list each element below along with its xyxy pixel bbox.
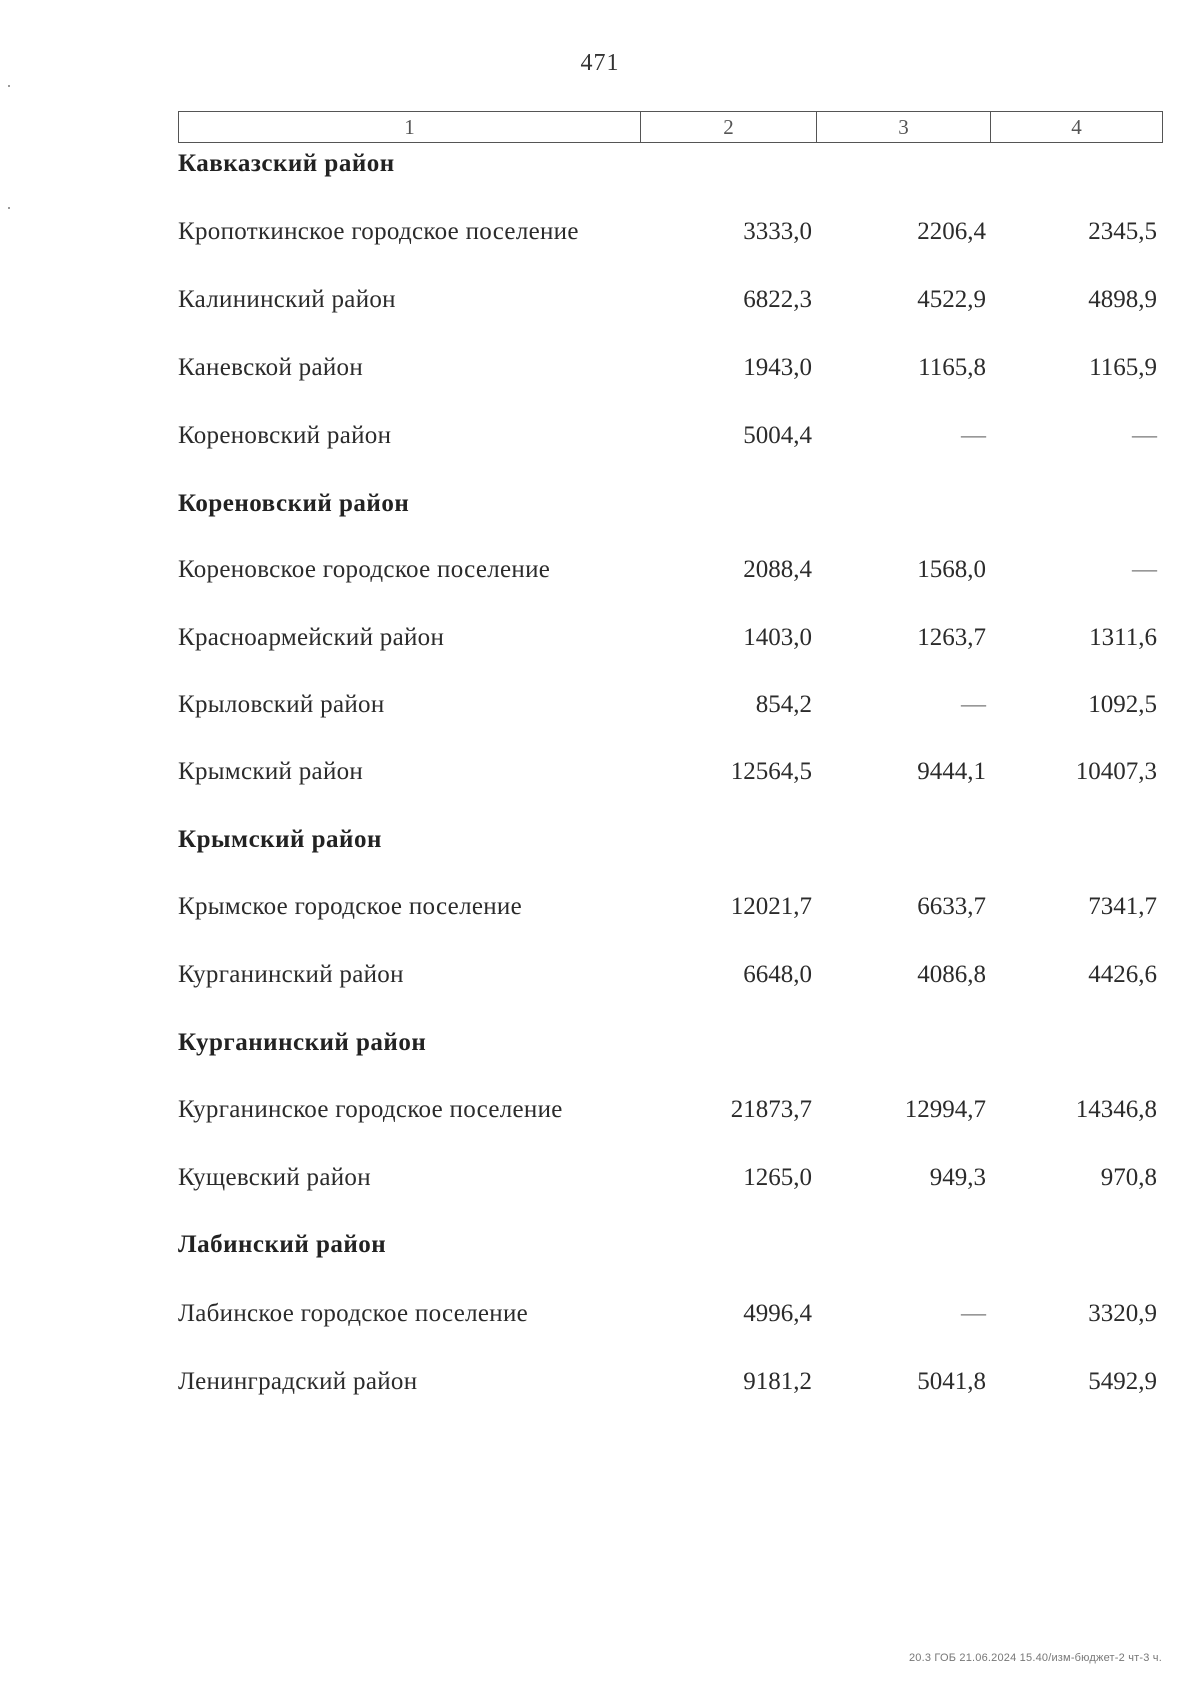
row-name: Курганинский район [178, 961, 404, 988]
value-col-4: 5492,9 [1088, 1368, 1157, 1395]
footer-print-note: 20.3 ГОБ 21.06.2024 15.40/изм-бюджет-2 чт-3 ч. [908, 1652, 1162, 1664]
section-heading-row [178, 146, 1161, 182]
value-col-2: 21873,7 [730, 1096, 812, 1123]
row-name: Кореновское городское поселение [178, 556, 551, 583]
value-col-2: 1265,0 [743, 1164, 812, 1191]
section-title: Крымский район [178, 826, 382, 853]
value-col-2: 1943,0 [743, 354, 812, 381]
row-name: Кропоткинское городское поселение [178, 218, 579, 245]
section-title: Кореновский район [178, 490, 410, 517]
table-row [178, 1296, 1161, 1332]
value-col-4: — [1132, 556, 1157, 583]
section-heading-row [178, 1025, 1161, 1061]
section-title: Курганинский район [178, 1029, 427, 1056]
value-col-3: — [961, 1300, 986, 1327]
section-title: Лабинский район [178, 1231, 387, 1258]
value-col-3: 6633,7 [917, 893, 986, 920]
row-name: Крымский район [178, 758, 364, 785]
value-col-2: 5004,4 [743, 422, 812, 449]
margin-scan-marks [8, 85, 10, 329]
value-col-2: 1403,0 [743, 624, 812, 651]
value-col-4: 970,8 [1100, 1164, 1157, 1191]
value-col-4: 4898,9 [1088, 286, 1157, 313]
table-row [178, 1092, 1161, 1128]
value-col-2: 12564,5 [730, 758, 812, 785]
row-name: Курганинское городское поселение [178, 1096, 563, 1123]
value-col-3: 4522,9 [917, 286, 986, 313]
value-col-3: 2206,4 [917, 218, 986, 245]
value-col-2: 6822,3 [743, 286, 812, 313]
value-col-3: 1263,7 [917, 624, 986, 651]
value-col-4: 2345,5 [1088, 218, 1157, 245]
header-col-3: 3 [817, 112, 991, 142]
value-col-2: 6648,0 [743, 961, 812, 988]
value-col-4: 10407,3 [1075, 758, 1157, 785]
page-number: 471 [580, 50, 620, 76]
table-row [178, 282, 1161, 318]
section-heading-row [178, 1227, 1161, 1263]
row-name: Лабинское городское поселение [178, 1300, 529, 1327]
row-name: Крымское городское поселение [178, 893, 522, 920]
table-header-row [178, 111, 1163, 143]
value-col-3: — [961, 691, 986, 718]
section-heading-row [178, 486, 1161, 522]
table-row [178, 957, 1161, 993]
row-name: Кущевский район [178, 1164, 371, 1191]
value-col-2: 12021,7 [730, 893, 812, 920]
value-col-4: 1311,6 [1089, 624, 1157, 651]
row-name: Красноармейский район [178, 624, 445, 651]
value-col-3: 5041,8 [917, 1368, 986, 1395]
value-col-2: 854,2 [755, 691, 812, 718]
table-row [178, 620, 1161, 656]
header-col-2: 2 [641, 112, 817, 142]
value-col-3: 12994,7 [904, 1096, 986, 1123]
value-col-4: 14346,8 [1075, 1096, 1157, 1123]
row-name: Ленинградский район [178, 1368, 418, 1395]
value-col-2: 3333,0 [743, 218, 812, 245]
table-row [178, 214, 1161, 250]
row-name: Кореновский район [178, 422, 392, 449]
table-row [178, 1160, 1161, 1196]
value-col-3: 949,3 [929, 1164, 986, 1191]
value-col-2: 4996,4 [743, 1300, 812, 1327]
table-row [178, 687, 1161, 723]
value-col-3: 1165,8 [918, 354, 986, 381]
table-row [178, 350, 1161, 386]
row-name: Каневской район [178, 354, 364, 381]
header-col-4: 4 [1071, 115, 1082, 139]
value-col-3: — [961, 422, 986, 449]
table-row [178, 552, 1161, 588]
section-title: Кавказский район [178, 150, 395, 177]
value-col-4: 1165,9 [1089, 354, 1157, 381]
value-col-3: 1568,0 [917, 556, 986, 583]
value-col-3: 9444,1 [917, 758, 986, 785]
value-col-4: — [1132, 422, 1157, 449]
table-row [178, 754, 1161, 790]
value-col-2: 2088,4 [743, 556, 812, 583]
value-col-3: 4086,8 [917, 961, 986, 988]
value-col-4: 3320,9 [1088, 1300, 1157, 1327]
table-row [178, 1364, 1161, 1400]
value-col-4: 1092,5 [1088, 691, 1157, 718]
row-name: Крыловский район [178, 691, 385, 718]
header-col-1: 1 [179, 112, 641, 142]
table-row [178, 889, 1161, 925]
row-name: Калининский район [178, 286, 396, 313]
table-row [178, 418, 1161, 454]
value-col-4: 4426,6 [1088, 961, 1157, 988]
value-col-2: 9181,2 [743, 1368, 812, 1395]
section-heading-row [178, 822, 1161, 858]
value-col-4: 7341,7 [1088, 893, 1157, 920]
